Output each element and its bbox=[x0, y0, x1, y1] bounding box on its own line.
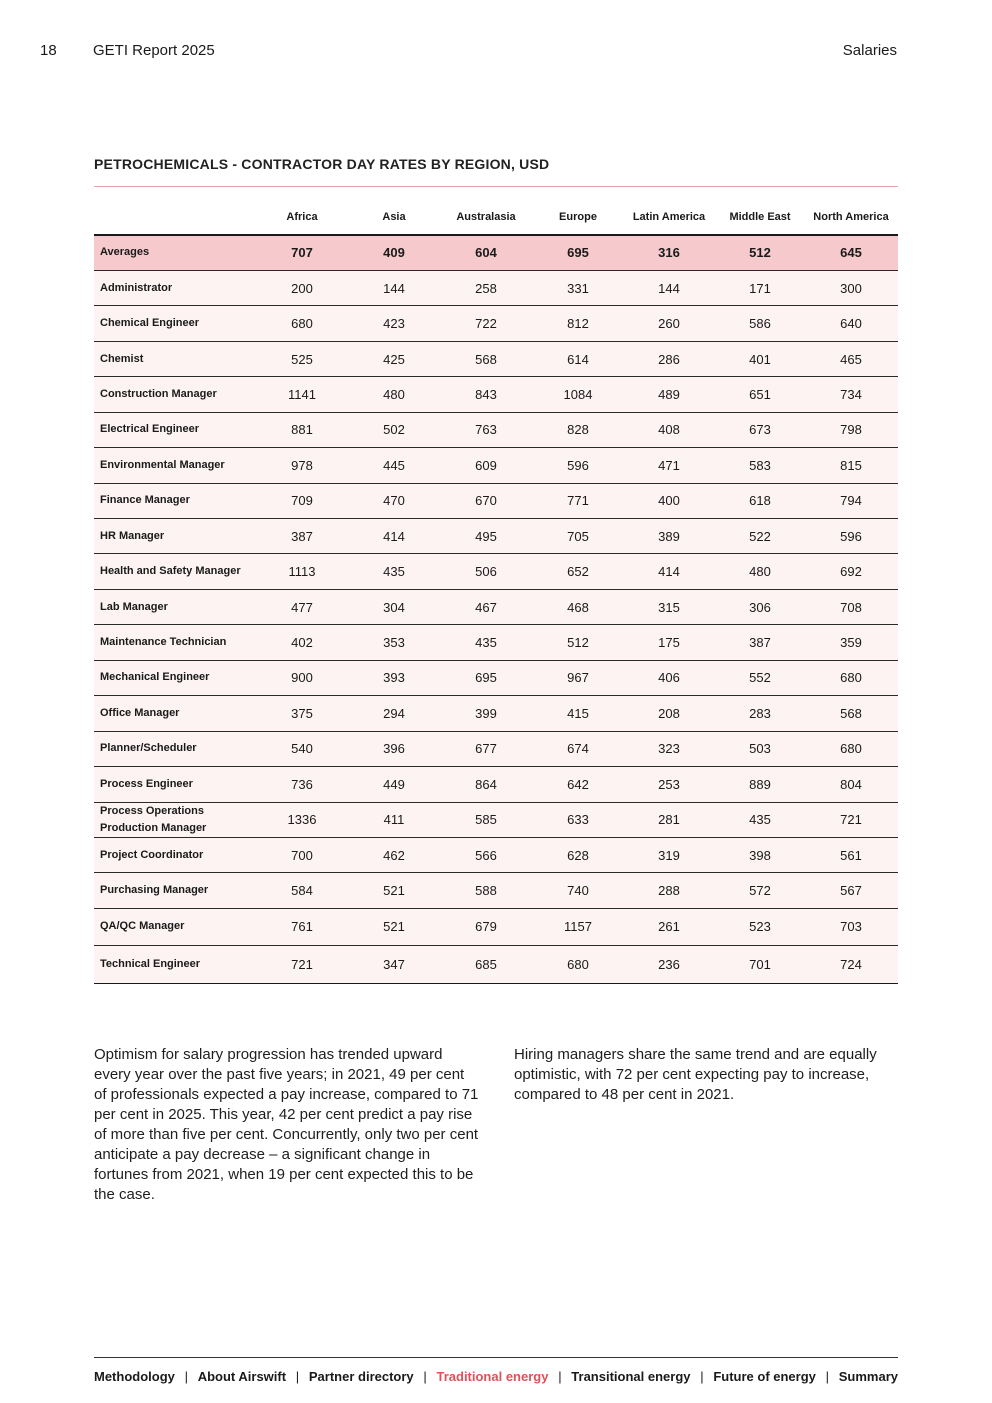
table-row bbox=[94, 377, 898, 412]
table-cell: 399 bbox=[438, 696, 534, 731]
table-cell: 435 bbox=[350, 554, 438, 589]
table-cell: 353 bbox=[350, 625, 438, 660]
table-cell: 359 bbox=[804, 625, 898, 660]
table-cell: 144 bbox=[622, 270, 716, 305]
nav-separator: | bbox=[558, 1368, 562, 1384]
table-row bbox=[94, 589, 898, 624]
table-cell: 584 bbox=[254, 873, 350, 908]
role-label: Process Engineer bbox=[94, 767, 254, 802]
header-africa: Africa bbox=[254, 199, 350, 235]
table-cell: 435 bbox=[438, 625, 534, 660]
table-row bbox=[94, 660, 898, 695]
header-middle-east: Middle East bbox=[716, 199, 804, 235]
nav-separator: | bbox=[184, 1368, 188, 1384]
table-cell: 692 bbox=[804, 554, 898, 589]
header-asia: Asia bbox=[350, 199, 438, 235]
table-cell: 502 bbox=[350, 412, 438, 447]
table-cell: 445 bbox=[350, 448, 438, 483]
table-cell: 200 bbox=[254, 270, 350, 305]
table-cell: 673 bbox=[716, 412, 804, 447]
table-cell: 680 bbox=[254, 306, 350, 341]
table-cell: 652 bbox=[534, 554, 622, 589]
table-cell: 722 bbox=[438, 306, 534, 341]
section-title: Salaries bbox=[842, 42, 897, 59]
table-row bbox=[94, 696, 898, 731]
table-cell: 583 bbox=[716, 448, 804, 483]
table-cell: 701 bbox=[716, 945, 804, 983]
table-cell: 171 bbox=[716, 270, 804, 305]
table-cell: 408 bbox=[622, 412, 716, 447]
table-cell: 572 bbox=[716, 873, 804, 908]
table-cell: 331 bbox=[534, 270, 622, 305]
nav-separator: | bbox=[700, 1368, 704, 1384]
table-header-row bbox=[94, 199, 898, 235]
table-cell: 522 bbox=[716, 519, 804, 554]
page-number: 18 bbox=[40, 42, 57, 59]
table-cell: 415 bbox=[534, 696, 622, 731]
table-cell: 288 bbox=[622, 873, 716, 908]
header-latin-america: Latin America bbox=[622, 199, 716, 235]
table-cell: 1336 bbox=[254, 802, 350, 837]
table-cell: 512 bbox=[716, 235, 804, 270]
footer-navigation bbox=[94, 1367, 898, 1385]
table-cell: 208 bbox=[622, 696, 716, 731]
table-cell: 881 bbox=[254, 412, 350, 447]
table-cell: 1141 bbox=[254, 377, 350, 412]
table-cell: 402 bbox=[254, 625, 350, 660]
table-cell: 283 bbox=[716, 696, 804, 731]
header-australasia: Australasia bbox=[438, 199, 534, 235]
table-cell: 409 bbox=[350, 235, 438, 270]
role-label: Construction Manager bbox=[94, 377, 254, 412]
table-cell: 843 bbox=[438, 377, 534, 412]
table-cell: 628 bbox=[534, 837, 622, 872]
body-text-right: Hiring managers share the same trend and are equally optimistic, with 72 per cent expecting pay to increase, compared to 48 per cent in 2021. bbox=[514, 1046, 877, 1103]
footer-link-summary[interactable]: Summary bbox=[838, 1368, 898, 1384]
table-row bbox=[94, 945, 898, 983]
table-cell: 471 bbox=[622, 448, 716, 483]
table-row bbox=[94, 448, 898, 483]
footer-divider bbox=[94, 1357, 898, 1358]
table-cell: 705 bbox=[534, 519, 622, 554]
table-cell: 396 bbox=[350, 731, 438, 766]
table-cell: 967 bbox=[534, 660, 622, 695]
table-cell: 568 bbox=[438, 341, 534, 376]
table-body bbox=[94, 235, 898, 983]
table-row bbox=[94, 270, 898, 305]
table-cell: 525 bbox=[254, 341, 350, 376]
table-row bbox=[94, 802, 898, 837]
table-cell: 480 bbox=[716, 554, 804, 589]
table-cell: 449 bbox=[350, 767, 438, 802]
table-cell: 281 bbox=[622, 802, 716, 837]
table-cell: 734 bbox=[804, 377, 898, 412]
table-cell: 709 bbox=[254, 483, 350, 518]
role-label: Environmental Manager bbox=[94, 448, 254, 483]
table-cell: 462 bbox=[350, 837, 438, 872]
table-cell: 679 bbox=[438, 908, 534, 945]
table-cell: 567 bbox=[804, 873, 898, 908]
table-cell: 609 bbox=[438, 448, 534, 483]
table-cell: 425 bbox=[350, 341, 438, 376]
role-label: Mechanical Engineer bbox=[94, 660, 254, 695]
role-label: Administrator bbox=[94, 270, 254, 305]
table-cell: 1084 bbox=[534, 377, 622, 412]
table-cell: 387 bbox=[254, 519, 350, 554]
table-cell: 144 bbox=[350, 270, 438, 305]
table-cell: 304 bbox=[350, 589, 438, 624]
table-cell: 721 bbox=[804, 802, 898, 837]
table-cell: 763 bbox=[438, 412, 534, 447]
table-cell: 771 bbox=[534, 483, 622, 518]
body-text-left: Optimism for salary progression has trended upward every year over the past five years; in 2021, 49 per cent of professionals expected a pay increase, compared to 71 per cent in 2025. This year, 42 per cent predict a pay rise of more than five per cent. Concurrently, only two per cent anticipate a pay decrease – a significant change in fortunes from 2021, when 19 per cent expected this to be the case. bbox=[94, 1046, 479, 1203]
table-row bbox=[94, 483, 898, 518]
role-label: Technical Engineer bbox=[94, 945, 254, 983]
table-cell: 1157 bbox=[534, 908, 622, 945]
day-rates-table bbox=[94, 199, 898, 984]
table-cell: 900 bbox=[254, 660, 350, 695]
table-row bbox=[94, 554, 898, 589]
role-label: Electrical Engineer bbox=[94, 412, 254, 447]
table-title: PETROCHEMICALS - CONTRACTOR DAY RATES BY REGION, USD bbox=[94, 156, 550, 172]
table-cell: 401 bbox=[716, 341, 804, 376]
table-row bbox=[94, 412, 898, 447]
role-label: QA/QC Manager bbox=[94, 908, 254, 945]
table-cell: 406 bbox=[622, 660, 716, 695]
table-row bbox=[94, 625, 898, 660]
table-cell: 633 bbox=[534, 802, 622, 837]
table-cell: 480 bbox=[350, 377, 438, 412]
table-cell: 568 bbox=[804, 696, 898, 731]
table-cell: 414 bbox=[622, 554, 716, 589]
table-cell: 794 bbox=[804, 483, 898, 518]
table-cell: 319 bbox=[622, 837, 716, 872]
table-cell: 387 bbox=[716, 625, 804, 660]
table-cell: 253 bbox=[622, 767, 716, 802]
table-cell: 411 bbox=[350, 802, 438, 837]
table-cell: 798 bbox=[804, 412, 898, 447]
table-cell: 389 bbox=[622, 519, 716, 554]
table-cell: 761 bbox=[254, 908, 350, 945]
table-cell: 315 bbox=[622, 589, 716, 624]
table-cell: 236 bbox=[622, 945, 716, 983]
table-cell: 521 bbox=[350, 908, 438, 945]
table-cell: 695 bbox=[534, 235, 622, 270]
nav-separator: | bbox=[825, 1368, 830, 1384]
footer-link-traditional-energy[interactable]: Traditional energy bbox=[436, 1368, 549, 1384]
table-cell: 506 bbox=[438, 554, 534, 589]
table-cell: 680 bbox=[534, 945, 622, 983]
table-cell: 261 bbox=[622, 908, 716, 945]
footer-link-methodology[interactable]: Methodology bbox=[94, 1368, 175, 1384]
page-header bbox=[40, 42, 897, 64]
table-cell: 674 bbox=[534, 731, 622, 766]
table-cell: 512 bbox=[534, 625, 622, 660]
table-cell: 477 bbox=[254, 589, 350, 624]
role-label: Planner/Scheduler bbox=[94, 731, 254, 766]
table-cell: 300 bbox=[804, 270, 898, 305]
role-label: Chemist bbox=[94, 341, 254, 376]
table-cell: 347 bbox=[350, 945, 438, 983]
table-cell: 721 bbox=[254, 945, 350, 983]
table-cell: 258 bbox=[438, 270, 534, 305]
table-cell: 306 bbox=[716, 589, 804, 624]
table-cell: 864 bbox=[438, 767, 534, 802]
averages-row bbox=[94, 235, 898, 270]
table-cell: 400 bbox=[622, 483, 716, 518]
table-cell: 645 bbox=[804, 235, 898, 270]
table-row bbox=[94, 837, 898, 872]
nav-separator: | bbox=[295, 1368, 300, 1384]
table-cell: 618 bbox=[716, 483, 804, 518]
table-cell: 642 bbox=[534, 767, 622, 802]
averages-label: Averages bbox=[94, 235, 254, 270]
table-row bbox=[94, 731, 898, 766]
table-cell: 640 bbox=[804, 306, 898, 341]
table-cell: 175 bbox=[622, 625, 716, 660]
role-label: Lab Manager bbox=[94, 589, 254, 624]
table-cell: 614 bbox=[534, 341, 622, 376]
table-cell: 815 bbox=[804, 448, 898, 483]
table-cell: 489 bbox=[622, 377, 716, 412]
table-cell: 680 bbox=[804, 660, 898, 695]
table-cell: 708 bbox=[804, 589, 898, 624]
table-cell: 812 bbox=[534, 306, 622, 341]
table-cell: 521 bbox=[350, 873, 438, 908]
table-row bbox=[94, 341, 898, 376]
table-cell: 435 bbox=[716, 802, 804, 837]
table-cell: 294 bbox=[350, 696, 438, 731]
role-label: Finance Manager bbox=[94, 483, 254, 518]
table-cell: 740 bbox=[534, 873, 622, 908]
report-title: GETI Report 2025 bbox=[93, 42, 215, 59]
table-row bbox=[94, 767, 898, 802]
table-cell: 561 bbox=[804, 837, 898, 872]
role-label: Purchasing Manager bbox=[94, 873, 254, 908]
table-row bbox=[94, 873, 898, 908]
table-cell: 596 bbox=[534, 448, 622, 483]
table-cell: 736 bbox=[254, 767, 350, 802]
table-cell: 585 bbox=[438, 802, 534, 837]
table-cell: 398 bbox=[716, 837, 804, 872]
table-cell: 677 bbox=[438, 731, 534, 766]
table-cell: 596 bbox=[804, 519, 898, 554]
table-cell: 540 bbox=[254, 731, 350, 766]
table-cell: 1113 bbox=[254, 554, 350, 589]
table-row bbox=[94, 908, 898, 945]
table-cell: 316 bbox=[622, 235, 716, 270]
role-label: Maintenance Technician bbox=[94, 625, 254, 660]
table-cell: 978 bbox=[254, 448, 350, 483]
header-europe: Europe bbox=[534, 199, 622, 235]
table-cell: 685 bbox=[438, 945, 534, 983]
table-cell: 286 bbox=[622, 341, 716, 376]
table-cell: 670 bbox=[438, 483, 534, 518]
table-cell: 566 bbox=[438, 837, 534, 872]
role-label: Process Operations Production Manager bbox=[94, 802, 254, 837]
table-cell: 804 bbox=[804, 767, 898, 802]
table-cell: 465 bbox=[804, 341, 898, 376]
table-cell: 889 bbox=[716, 767, 804, 802]
header-north-america: North America bbox=[804, 199, 898, 235]
table-cell: 260 bbox=[622, 306, 716, 341]
table-cell: 586 bbox=[716, 306, 804, 341]
table-cell: 495 bbox=[438, 519, 534, 554]
table-cell: 828 bbox=[534, 412, 622, 447]
table-row bbox=[94, 306, 898, 341]
table-cell: 680 bbox=[804, 731, 898, 766]
table-cell: 724 bbox=[804, 945, 898, 983]
header-role bbox=[94, 199, 254, 235]
table-cell: 414 bbox=[350, 519, 438, 554]
table-cell: 651 bbox=[716, 377, 804, 412]
table-cell: 707 bbox=[254, 235, 350, 270]
table-cell: 700 bbox=[254, 837, 350, 872]
role-label: Office Manager bbox=[94, 696, 254, 731]
table-cell: 604 bbox=[438, 235, 534, 270]
table-cell: 323 bbox=[622, 731, 716, 766]
table-cell: 468 bbox=[534, 589, 622, 624]
table-cell: 695 bbox=[438, 660, 534, 695]
role-label: Project Coordinator bbox=[94, 837, 254, 872]
table-cell: 467 bbox=[438, 589, 534, 624]
table-cell: 470 bbox=[350, 483, 438, 518]
footer-link-about-airswift[interactable]: About Airswift bbox=[197, 1368, 287, 1384]
table-cell: 523 bbox=[716, 908, 804, 945]
table-cell: 588 bbox=[438, 873, 534, 908]
title-divider bbox=[94, 186, 898, 187]
table-cell: 423 bbox=[350, 306, 438, 341]
table-cell: 703 bbox=[804, 908, 898, 945]
footer-link-future-of-energy[interactable]: Future of energy bbox=[713, 1368, 816, 1384]
role-label: Chemical Engineer bbox=[94, 306, 254, 341]
table-cell: 503 bbox=[716, 731, 804, 766]
table-cell: 393 bbox=[350, 660, 438, 695]
table-cell: 552 bbox=[716, 660, 804, 695]
footer-link-transitional-energy[interactable]: Transitional energy bbox=[571, 1368, 691, 1384]
role-label: Health and Safety Manager bbox=[94, 554, 254, 589]
table-cell: 375 bbox=[254, 696, 350, 731]
nav-separator: | bbox=[423, 1368, 427, 1384]
table-row bbox=[94, 519, 898, 554]
footer-link-partner-directory[interactable]: Partner directory bbox=[308, 1368, 414, 1384]
role-label: HR Manager bbox=[94, 519, 254, 554]
